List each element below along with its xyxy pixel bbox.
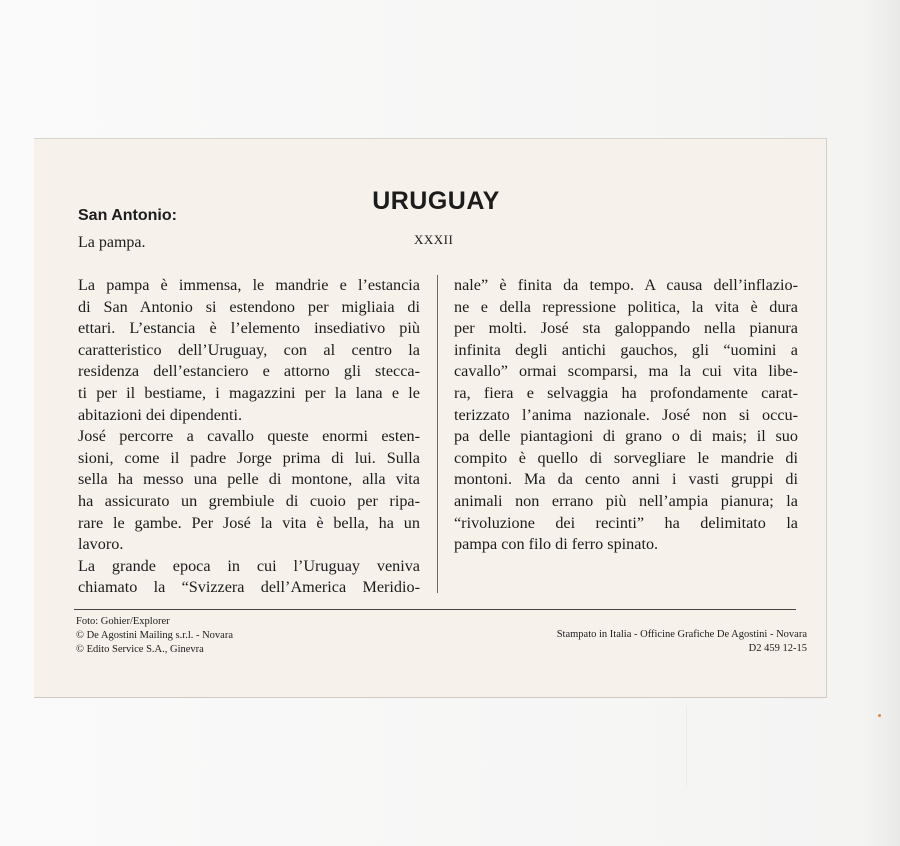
postcard xyxy=(34,138,827,698)
product-code: D2 459 12-15 xyxy=(748,643,807,654)
text-line: nale” è finita da tempo. A causa dell’inflazio- xyxy=(454,276,798,294)
text-line: cavallo” ormai scomparsi, ma la cui vita libe- xyxy=(454,362,798,381)
text-line: sella ha messo una pelle di montone, alla vita xyxy=(78,470,420,489)
text-line: montoni. Ma da cento anni i vasti gruppi di xyxy=(454,470,798,489)
text-line: pampa con filo di ferro spinato. xyxy=(454,535,659,554)
text-line: compito è quello di sorvegliare le mandrie di xyxy=(454,448,798,467)
text-line: residenza dell’estanciero e attorno gli stecca- xyxy=(78,362,420,381)
copyright-line: © Edito Service S.A., Ginevra xyxy=(76,644,204,655)
text-line: ettari. L’estancia è l’elemento insediativo più xyxy=(78,319,420,338)
text-line: José percorre a cavallo queste enormi esten- xyxy=(78,427,420,446)
text-line: “rivoluzione dei recinti” ha delimitato la xyxy=(454,513,798,532)
text-line: di San Antonio si estendono per migliaia di xyxy=(78,297,420,316)
text-line: caratteristico dell’Uruguay, con al centro la xyxy=(78,340,420,359)
copyright-line: © De Agostini Mailing s.r.l. - Novara xyxy=(76,630,234,641)
text-line: infinita degli antichi gauchos, gli “uomini a xyxy=(454,340,798,359)
scan-artifact-line xyxy=(686,706,687,786)
text-line: ha assicurato un grembiule di cuoio per ripa- xyxy=(78,491,420,510)
text-line: La pampa è immensa, le mandrie e l’estancia xyxy=(78,276,420,294)
text-line: ra, fiera e selvaggia ha profondamente carat- xyxy=(454,383,798,402)
text-line: La grande epoca in cui l’Uruguay veniva xyxy=(78,556,420,575)
text-line: lavoro. xyxy=(78,535,124,554)
text-line: terizzato l’anima nazionale. José non si occu- xyxy=(454,405,798,424)
printer-line: Stampato in Italia - Officine Grafiche De Agostini - Novara xyxy=(556,629,807,640)
text-line: ti per il bestiame, i magazzini per la lana e le xyxy=(78,383,420,402)
text-line: per molti. José sta galoppando nella pianura xyxy=(454,319,798,338)
text-line: rare le gambe. Per José la vita è bella, ha un xyxy=(78,513,420,532)
column-divider xyxy=(437,275,438,593)
printer-info xyxy=(557,628,807,656)
text-line: abitazioni dei dipendenti. xyxy=(78,405,243,424)
text-line: pa delle piantagioni di grano o di mais; il suo xyxy=(454,427,798,446)
plate-number: XXXII xyxy=(414,232,454,247)
text-line: animali non errano più nell’ampia pianura; la xyxy=(454,491,798,510)
subtitle: La pampa. xyxy=(78,234,146,251)
body-column-right xyxy=(454,275,798,556)
footer-rule xyxy=(74,609,796,610)
page-title: URUGUAY xyxy=(372,187,500,215)
place-label: San Antonio: xyxy=(78,207,177,224)
scan-speck xyxy=(878,714,881,717)
text-line: chiamato la “Svizzera dell’America Meridio- xyxy=(78,578,420,597)
text-line: ne e della repressione politica, la vita è dura xyxy=(454,297,798,316)
credits xyxy=(76,615,233,657)
text-line: sioni, come il padre Jorge prima di lui. Sulla xyxy=(78,448,420,467)
photo-credit: Foto: Gohier/Explorer xyxy=(76,616,170,627)
body-column-left xyxy=(78,275,420,599)
